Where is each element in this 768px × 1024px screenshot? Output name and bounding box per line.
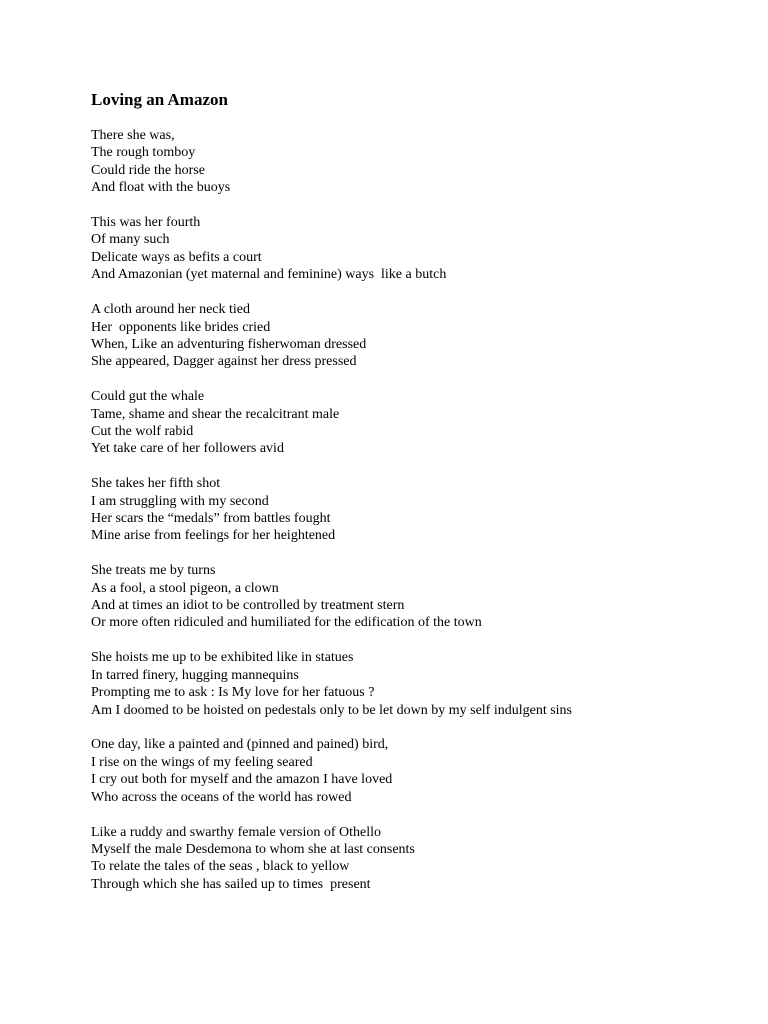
- poem-line: Or more often ridiculed and humiliated for the edification of the town: [91, 615, 482, 631]
- stanza-6: [91, 562, 751, 632]
- poem-line: And float with the buoys: [91, 180, 231, 196]
- stanza-5: [91, 475, 751, 545]
- poem-line: In tarred finery, hugging mannequins: [91, 667, 299, 683]
- poem-line: Tame, shame and shear the recalcitrant male: [91, 406, 340, 422]
- stanza-7: [91, 649, 751, 719]
- stanza-3: [91, 301, 751, 371]
- poem-line: Through which she has sailed up to times present: [91, 876, 371, 892]
- poem-line: Delicate ways as befits a court: [91, 249, 262, 265]
- poem-title: Loving an Amazon: [91, 90, 228, 109]
- poem-line: The rough tomboy: [91, 145, 196, 161]
- stanza-8: [91, 736, 751, 806]
- poem-line: Could ride the horse: [91, 162, 205, 178]
- poem-line: Myself the male Desdemona to whom she at last consents: [91, 841, 415, 857]
- poem-line: Her scars the “medals” from battles fought: [91, 511, 331, 527]
- poem-line: There she was,: [91, 128, 175, 143]
- poem-line: She appeared, Dagger against her dress pressed: [91, 354, 357, 370]
- poem-body: [91, 127, 751, 911]
- poem-line: And at times an idiot to be controlled by treatment stern: [91, 598, 405, 614]
- poem-line: Like a ruddy and swarthy female version of Othello: [91, 824, 382, 840]
- stanza-1: [91, 127, 751, 197]
- poem-line: Who across the oceans of the world has rowed: [91, 789, 352, 805]
- stanza-4: [91, 388, 751, 458]
- poem-line: Mine arise from feelings for her heightened: [91, 528, 336, 544]
- poem-line: She takes her fifth shot: [91, 476, 221, 492]
- poem-line: Yet take care of her followers avid: [91, 441, 284, 457]
- poem-line: I cry out both for myself and the amazon I have loved: [91, 772, 393, 788]
- stanza-9: [91, 824, 751, 894]
- poem-line: A cloth around her neck tied: [91, 302, 251, 318]
- poem-line: Of many such: [91, 232, 170, 248]
- poem-line: And Amazonian (yet maternal and feminine) ways like a butch: [91, 267, 447, 283]
- poem-line: Her opponents like brides cried: [91, 319, 271, 335]
- poem-line: Am I doomed to be hoisted on pedestals only to be let down by my self indulgent sins: [91, 702, 572, 718]
- poem-line: One day, like a painted and (pinned and pained) bird,: [91, 737, 389, 753]
- poem-line: She hoists me up to be exhibited like in statues: [91, 650, 354, 666]
- poem-line: As a fool, a stool pigeon, a clown: [91, 580, 279, 596]
- poem-line: Prompting me to ask : Is My love for her fatuous ?: [91, 685, 375, 701]
- poem-line: I am struggling with my second: [91, 493, 269, 509]
- poem-line: Could gut the whale: [91, 389, 205, 405]
- poem-line: She treats me by turns: [91, 563, 216, 579]
- stanza-2: [91, 214, 751, 284]
- poem-line: When, Like an adventuring fisherwoman dressed: [91, 336, 367, 352]
- poem-line: To relate the tales of the seas , black to yellow: [91, 859, 350, 875]
- poem-line: Cut the wolf rabid: [91, 423, 194, 439]
- poem-line: I rise on the wings of my feeling seared: [91, 754, 313, 770]
- poem-line: This was her fourth: [91, 215, 201, 231]
